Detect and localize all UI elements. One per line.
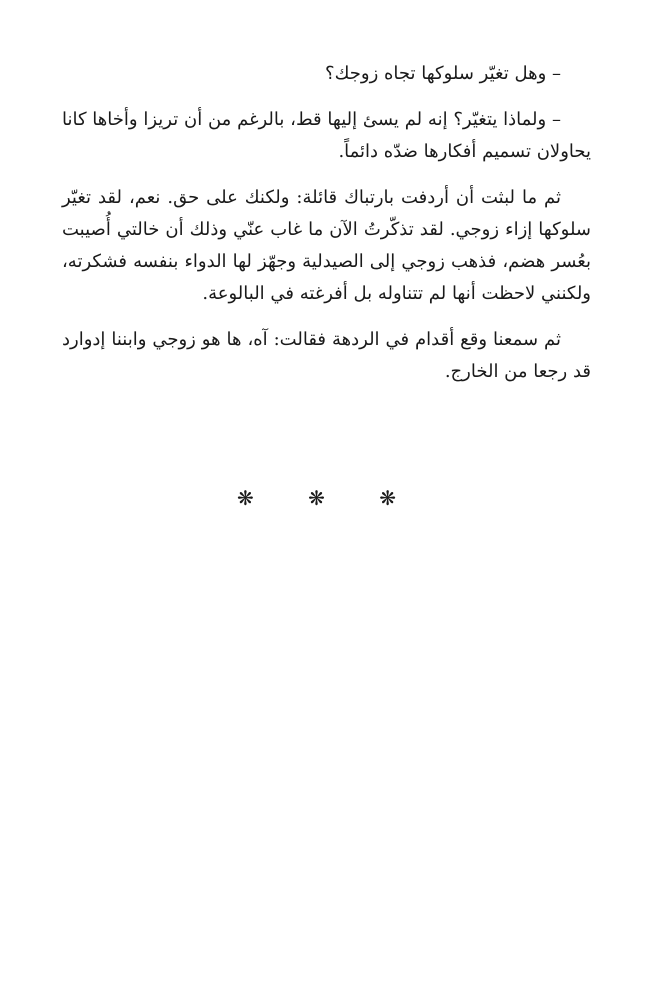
asterism-icon: ❋ bbox=[308, 486, 343, 510]
asterism-icon: ❋ bbox=[379, 486, 414, 510]
page-text bbox=[62, 58, 591, 402]
paragraph-4: ثم سمعنا وقع أقدام في الردهة فقالت: آه، ها هو زوجي وابننا إدوارد قد رجعا من الخارج. bbox=[62, 329, 591, 382]
paragraph-1: – وهل تغيّر سلوكها تجاه زوجك؟ bbox=[325, 63, 561, 84]
section-separator bbox=[0, 486, 651, 510]
paragraph-3: ثم ما لبثت أن أردفت بارتباك قائلة: ولكنك على حق. نعم، لقد تغيّر سلوكها إزاء زوجي. لقد تذكّرتُ الآن ما غاب عنّي وذلك أن خالتي أُصيبت بعُسر هضم، فذهب زوجي إلى الصيدلية وجهّز لها الدواء بنفسه فشكرته، ولكنني لاحظت أنها لم تتناوله بل أفرغته في البالوعة. bbox=[62, 187, 591, 304]
paragraph-2: – ولماذا يتغيّر؟ إنه لم يسئ إليها قط، بالرغم من أن تريزا وأخاها كانا يحاولان تسميم أفكارها ضدّه دائماً. bbox=[62, 109, 591, 162]
asterism-icon: ❋ bbox=[236, 486, 272, 510]
